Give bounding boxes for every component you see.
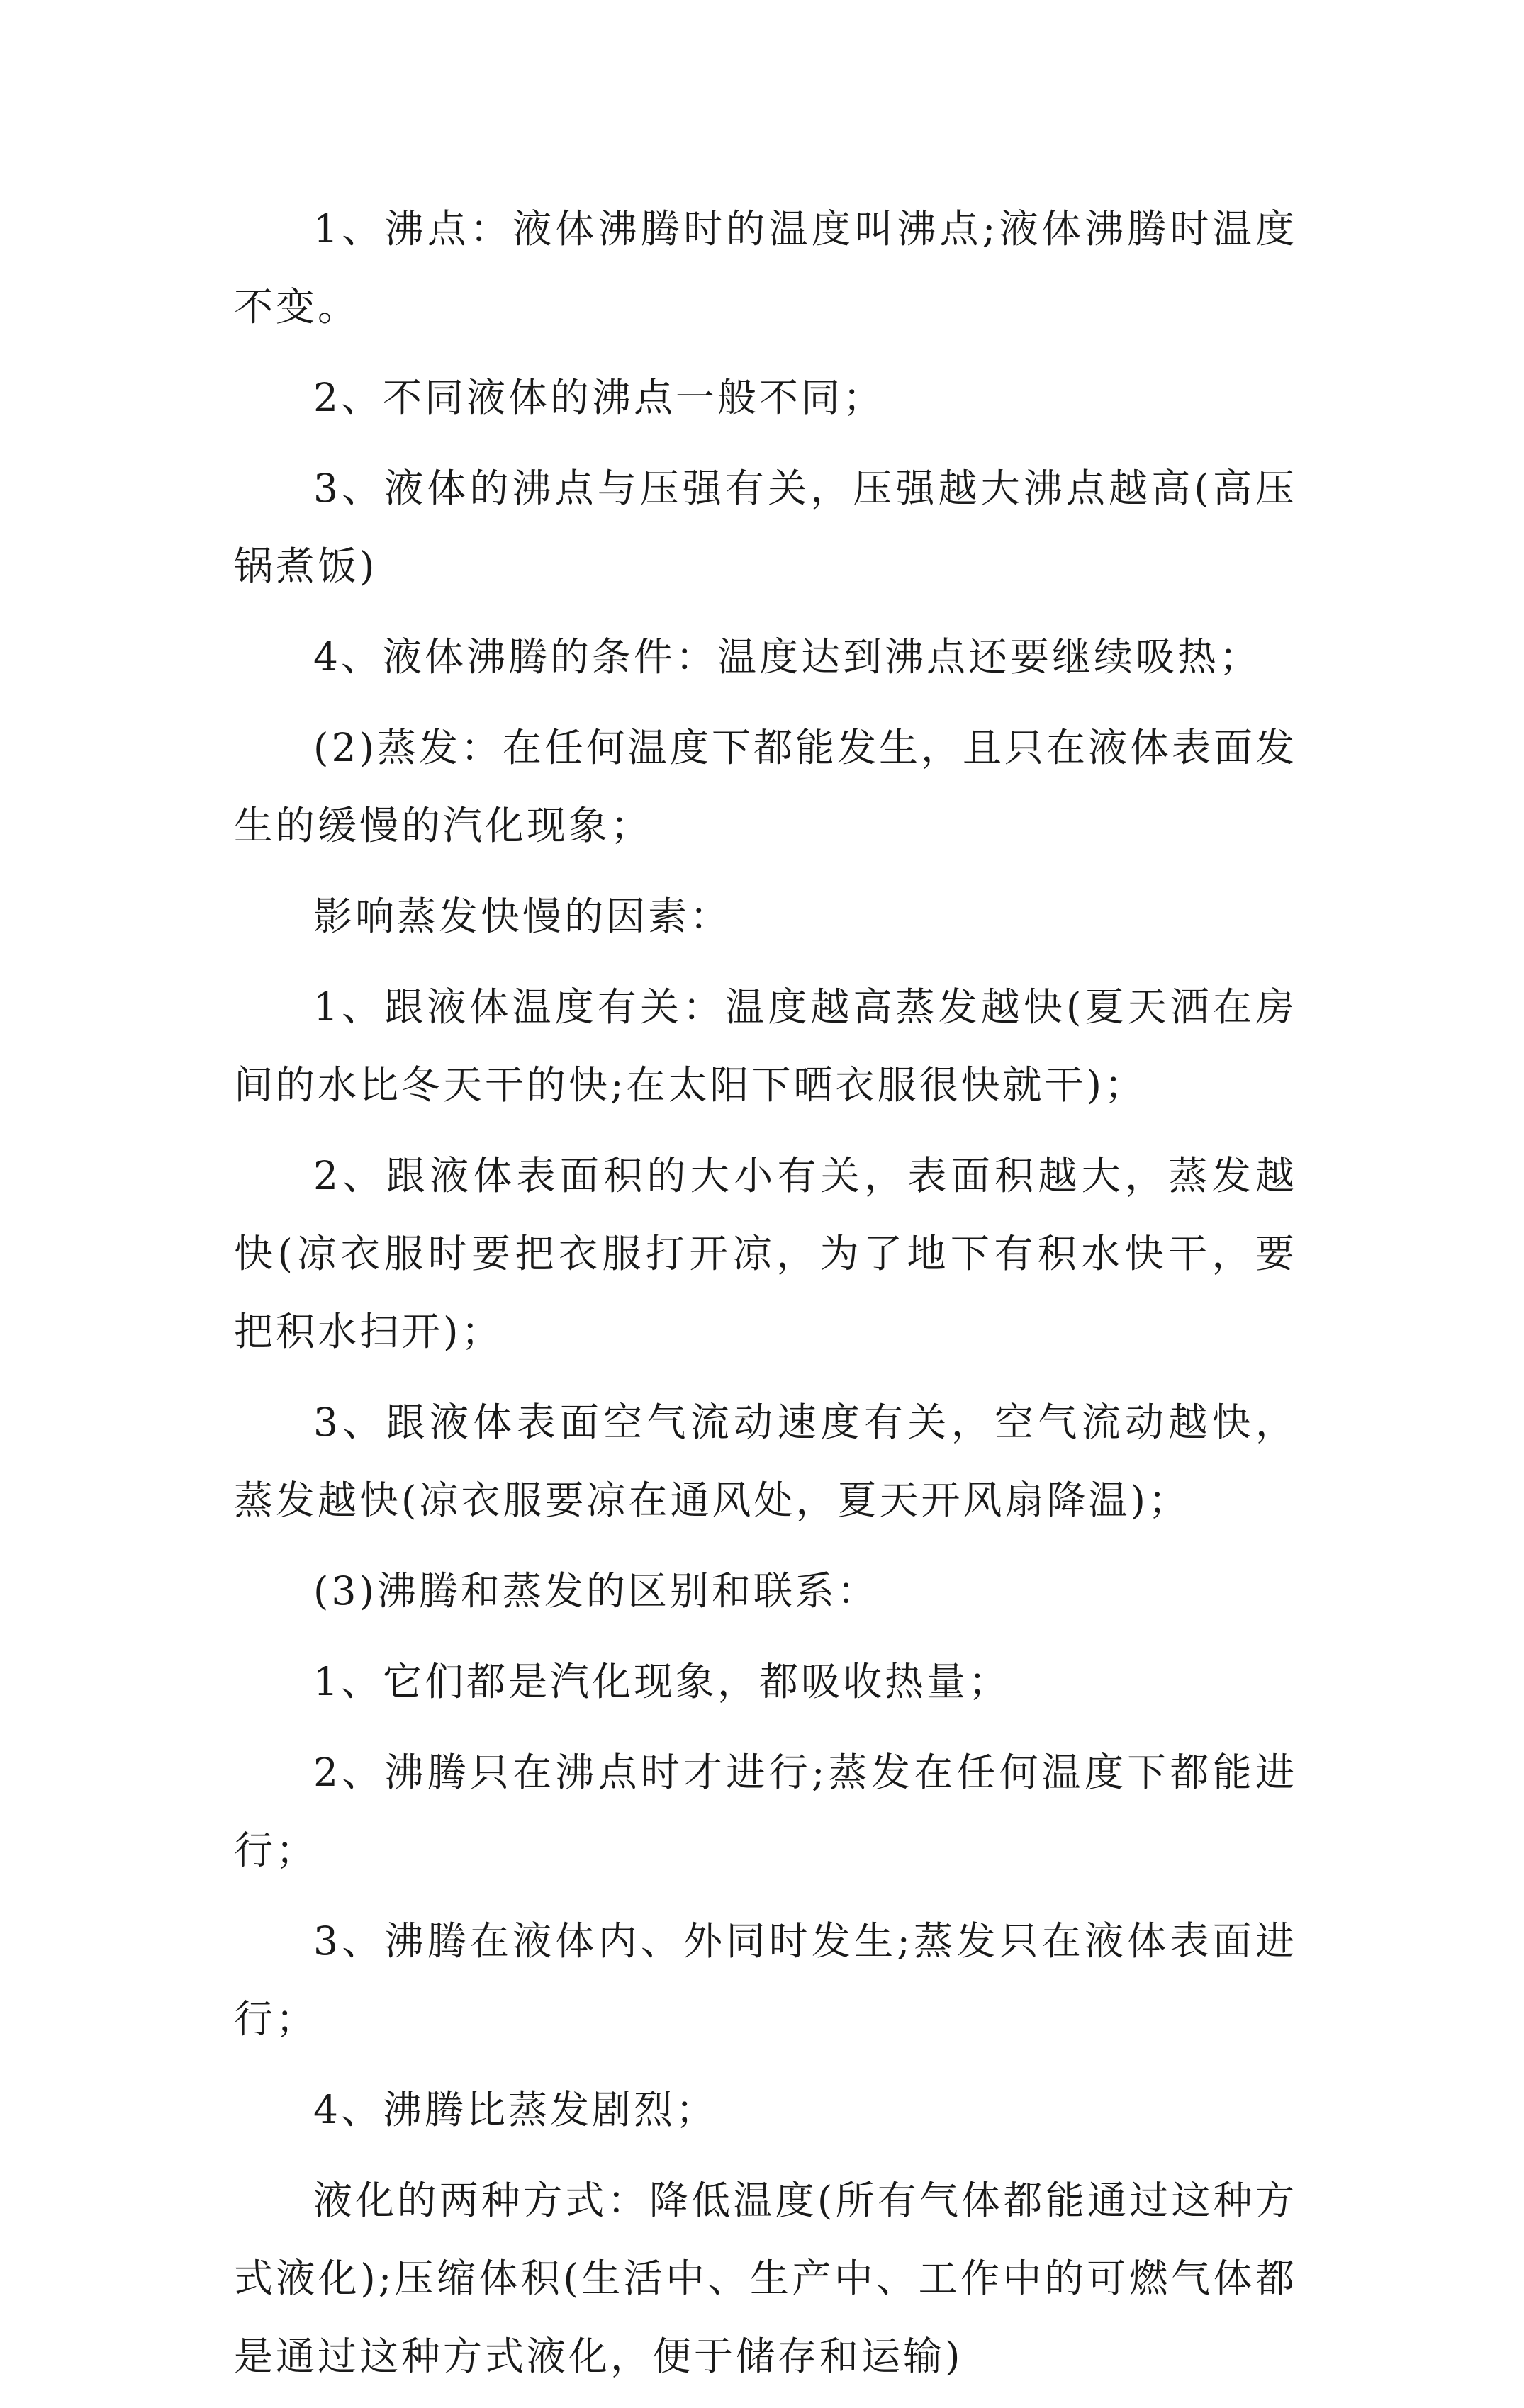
paragraph-comparison-4: 4、沸腾比蒸发剧烈； — [313, 2087, 717, 2132]
paragraph-evaporation: (2)蒸发：在任何温度下都能发生，且只在液体表面发生的缓慢的汽化现象； — [234, 725, 1297, 848]
paragraph-liquefaction: 液化的两种方式：降低温度(所有气体都能通过这种方式液化);压缩体积(生活中、生产中、工作中的可燃气体都是通过这种方式液化，便于储存和运输) — [234, 2178, 1297, 2379]
paragraph-factor-surface-area: 2、跟液体表面积的大小有关，表面积越大，蒸发越快(凉衣服时要把衣服打开凉，为了地下有积水快干，要把积水扫开)； — [234, 1153, 1297, 1354]
paragraph-different-boiling-points: 2、不同液体的沸点一般不同； — [313, 375, 885, 420]
paragraph-comparison-heading: (3)沸腾和蒸发的区别和联系： — [313, 1568, 879, 1614]
paragraph-comparison-3: 3、沸腾在液体内、外同时发生;蒸发只在液体表面进行； — [234, 1918, 1297, 2042]
paragraph-boiling-point: 1、沸点：液体沸腾时的温度叫沸点;液体沸腾时温度不变。 — [234, 206, 1297, 330]
paragraph-boiling-condition: 4、液体沸腾的条件：温度达到沸点还要继续吸热； — [313, 634, 1261, 680]
paragraph-comparison-2: 2、沸腾只在沸点时才进行;蒸发在任何温度下都能进行； — [234, 1750, 1297, 1873]
document-body — [234, 190, 1297, 2408]
paragraph-comparison-1: 1、它们都是汽化现象，都吸收热量； — [313, 1659, 1010, 1704]
paragraph-factor-airflow: 3、跟液体表面空气流动速度有关，空气流动越快，蒸发越快(凉衣服要凉在通风处，夏天开风扇降温)； — [234, 1400, 1297, 1523]
paragraph-factor-temperature: 1、跟液体温度有关：温度越高蒸发越快(夏天洒在房间的水比冬天干的快;在太阳下晒衣服很快就干)； — [234, 984, 1297, 1108]
paragraph-evaporation-factors-heading: 影响蒸发快慢的因素： — [313, 894, 732, 939]
paragraph-pressure: 3、液体的沸点与压强有关，压强越大沸点越高(高压锅煮饭) — [234, 466, 1297, 589]
